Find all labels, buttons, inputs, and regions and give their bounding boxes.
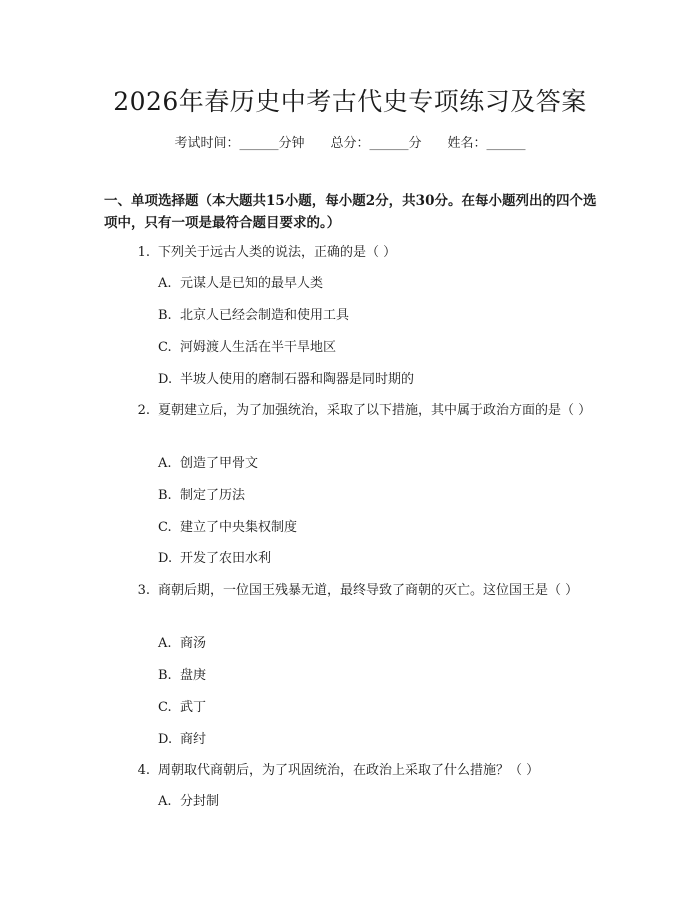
option-label: C.: [158, 520, 172, 535]
page-title: 2026年春历史中考古代史专项练习及答案: [113, 87, 587, 116]
exam-info: [0, 132, 700, 151]
option-label: A.: [158, 456, 172, 471]
option-text: 开发了农田水利: [180, 551, 272, 566]
option-text: 盘庚: [180, 668, 207, 683]
option: [158, 454, 258, 474]
question: [104, 242, 604, 264]
question-number: 1.: [137, 245, 150, 260]
student-name: 姓名：______: [447, 136, 526, 151]
option-text: 武丁: [180, 700, 207, 715]
option-label: A.: [158, 636, 172, 651]
option-label: B.: [158, 308, 172, 323]
option-label: B.: [158, 668, 172, 683]
option-label: C.: [158, 700, 172, 715]
option-text: 制定了历法: [180, 488, 246, 503]
option-label: C.: [158, 340, 172, 355]
option-text: 元谋人是已知的最早人类: [180, 276, 324, 291]
option-label: D.: [158, 372, 173, 387]
option: [158, 698, 206, 718]
question: [104, 580, 604, 602]
question-text: 周朝取代商朝后，为了巩固统治，在政治上采取了什么措施？（ ）: [158, 763, 540, 778]
option-text: 商纣: [180, 732, 207, 747]
question-number: 3.: [137, 583, 150, 598]
option: [158, 549, 271, 569]
option-text: 河姆渡人生活在半干旱地区: [180, 340, 337, 355]
option: [158, 306, 349, 326]
option-label: A.: [158, 276, 172, 291]
question-text: 商朝后期，一位国王残暴无道，最终导致了商朝的灭亡。这位国王是（ ）: [158, 583, 579, 598]
option-text: 商汤: [180, 636, 207, 651]
option-label: D.: [158, 732, 173, 747]
option-text: 北京人已经会制造和使用工具: [180, 308, 350, 323]
option: [158, 666, 206, 686]
option: [158, 518, 297, 538]
option-label: B.: [158, 488, 172, 503]
section-heading: 一、单项选择题（本大题共15小题，每小题2分，共30分。在每小题列出的四个选项中，只有一项是最符合题目要求的。）: [104, 193, 597, 231]
option: [158, 338, 336, 358]
option-text: 半坡人使用的磨制石器和陶器是同时期的: [180, 372, 415, 387]
option: [158, 792, 219, 812]
option: [158, 730, 206, 750]
option-text: 分封制: [180, 794, 220, 809]
exam-score: 总分：______分: [330, 136, 422, 151]
option-label: D.: [158, 551, 173, 566]
question-text: 下列关于远古人类的说法，正确的是（ ）: [158, 245, 397, 260]
option: [158, 634, 206, 654]
option: [158, 370, 414, 390]
option: [158, 274, 323, 294]
question-number: 2.: [137, 403, 150, 418]
exam-time: 考试时间：______分钟: [174, 136, 305, 151]
question: [104, 760, 604, 782]
option-text: 建立了中央集权制度: [180, 520, 298, 535]
option: [158, 486, 245, 506]
question-number: 4.: [137, 763, 150, 778]
option-text: 创造了甲骨文: [180, 456, 259, 471]
question: [104, 400, 604, 422]
option-label: A.: [158, 794, 172, 809]
question-text: 夏朝建立后，为了加强统治，采取了以下措施，其中属于政治方面的是（ ）: [158, 403, 592, 418]
